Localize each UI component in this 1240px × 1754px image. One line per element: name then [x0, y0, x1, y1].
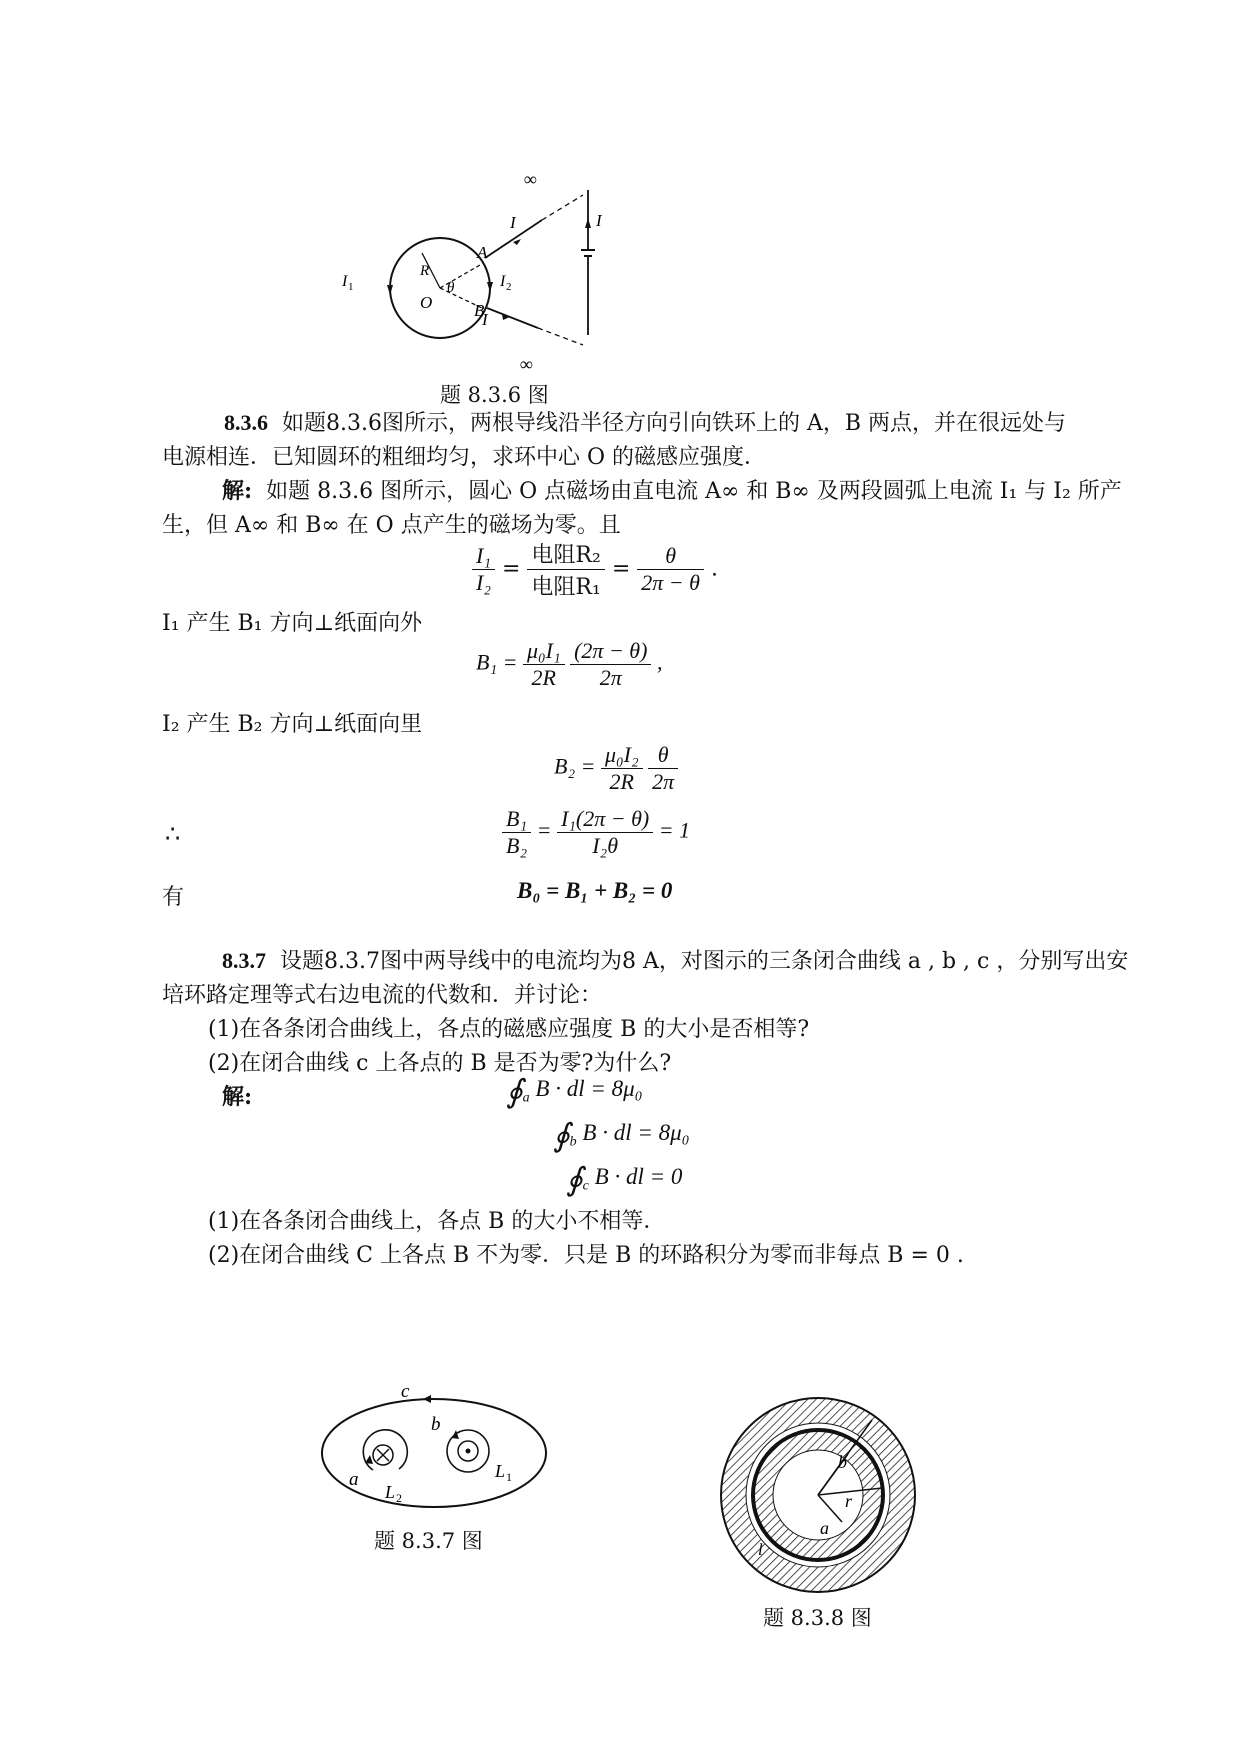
- svg-text:r: r: [845, 1491, 853, 1511]
- problem-8-3-7-question-line1: 8.3.7 设题8.3.7图中两导线中的电流均为8 A，对图示的三条闭合曲线 a , b , c ，分别写出安: [222, 948, 1129, 974]
- svg-text:b: b: [838, 1452, 847, 1472]
- problem-8-3-7-answer2: (2)在闭合曲线 C 上各点 B 不为零．只是 B 的环路积分为零而非每点 B = 0 .: [208, 1243, 964, 1268]
- figure-8-3-7-caption: 题 8.3.7 图: [374, 1529, 483, 1553]
- svg-text:∞: ∞: [524, 169, 537, 189]
- problem-8-3-7-q2: (2)在闭合曲线 c 上各点的 B 是否为零?为什么?: [208, 1051, 672, 1076]
- therefore-symbol: ∴: [165, 820, 181, 848]
- svg-text:I: I: [482, 310, 488, 329]
- svg-text:O: O: [420, 293, 433, 312]
- svg-text:2: 2: [506, 281, 512, 293]
- svg-text:l: l: [758, 1540, 763, 1559]
- figure-8-3-6-caption: 题 8.3.6 图: [440, 383, 549, 407]
- equation-current-ratio: $\frac{\text{I₁}}{\text{I₂}}$ = $\frac{\text{电阻R₂}}{\text{电阻R₁}}$ = $\frac{\theta}{2\pi - \theta}$ .: [472, 538, 718, 601]
- svg-text:θ: θ: [447, 280, 455, 296]
- problem-8-3-6-solution-line2: 生，但 A∞ 和 B∞ 在 O 点产生的磁场为零。且: [162, 513, 621, 538]
- equation-loop-b: $∮_b$ B · dl = 8μ₀: [553, 1117, 690, 1153]
- svg-text:a: a: [349, 1469, 359, 1490]
- equation-b2: B₂ = $\frac{\text{μ₀I₂}}{2R}$ $\frac{\theta}{2\pi}$: [554, 742, 678, 795]
- equation-loop-a: $∮_a$ B · dl = 8μ₀: [506, 1073, 643, 1109]
- svg-text:L: L: [495, 1461, 506, 1481]
- svg-text:R: R: [420, 263, 430, 279]
- problem-8-3-6-solution-line1: 解: 如题 8.3.6 图所示，圆心 O 点磁场由直电流 A∞ 和 B∞ 及两段圆弧上电流 I₁ 与 I₂ 所产: [222, 478, 1122, 504]
- problem-8-3-7-question-line2: 培环路定理等式右边电流的代数和．并讨论：: [162, 983, 603, 1008]
- figure-8-3-6: [342, 169, 630, 380]
- svg-text:B: B: [474, 301, 485, 320]
- svg-text:∞: ∞: [520, 354, 533, 374]
- svg-text:1: 1: [348, 281, 354, 293]
- svg-text:I: I: [596, 211, 602, 230]
- figure-8-3-7: [315, 1381, 555, 1515]
- svg-text:1: 1: [506, 1470, 512, 1484]
- equation-b1: B₁ = $\frac{\text{μ₀I₁}}{2R}$ $\frac{(2\pi - \theta)}{2\pi}$ ,: [476, 638, 663, 690]
- svg-text:c: c: [401, 1381, 410, 1402]
- svg-text:I: I: [510, 213, 516, 232]
- problem-8-3-6-question: 8.3.6 如题8.3.6图所示，两根导线沿半径方向引向铁环上的 A，B 两点，并在很远处与电源相连．已知圆环的粗细均匀，求环中心 O 的磁感应强度．: [162, 410, 1067, 470]
- svg-text:b: b: [431, 1414, 441, 1435]
- problem-8-3-7-solution-label: 解:: [222, 1084, 253, 1110]
- svg-text:L: L: [385, 1482, 396, 1502]
- wire-b: [487, 308, 538, 328]
- you-label: 有: [162, 885, 185, 910]
- equation-b0: B₀ = B₁ + B₂ = 0: [517, 878, 673, 903]
- svg-text:A: A: [477, 243, 488, 262]
- equation-loop-c: $∮_c$ B · dl = 0: [566, 1161, 683, 1197]
- figure-8-3-8: [718, 1395, 918, 1595]
- svg-text:I: I: [500, 273, 506, 290]
- line-b1-direction: I₁ 产生 B₁ 方向⊥纸面向外: [162, 611, 423, 636]
- svg-text:a: a: [820, 1518, 829, 1538]
- svg-text:2: 2: [396, 1491, 402, 1505]
- line-b2-direction: I₂ 产生 B₂ 方向⊥纸面向里: [162, 712, 423, 737]
- problem-8-3-7-q1: (1)在各条闭合曲线上，各点的磁感应强度 B 的大小是否相等?: [208, 1017, 810, 1042]
- figure-8-3-8-caption: 题 8.3.8 图: [763, 1606, 872, 1630]
- svg-text:I: I: [342, 273, 348, 290]
- equation-b-ratio: $\frac{\text{B₁}}{\text{B₂}}$ = $\frac{\text{I₁(2π − θ)}}{\text{I₂θ}}$ = 1: [502, 806, 690, 859]
- problem-8-3-7-answer1: (1)在各条闭合曲线上，各点 B 的大小不相等．: [208, 1209, 666, 1234]
